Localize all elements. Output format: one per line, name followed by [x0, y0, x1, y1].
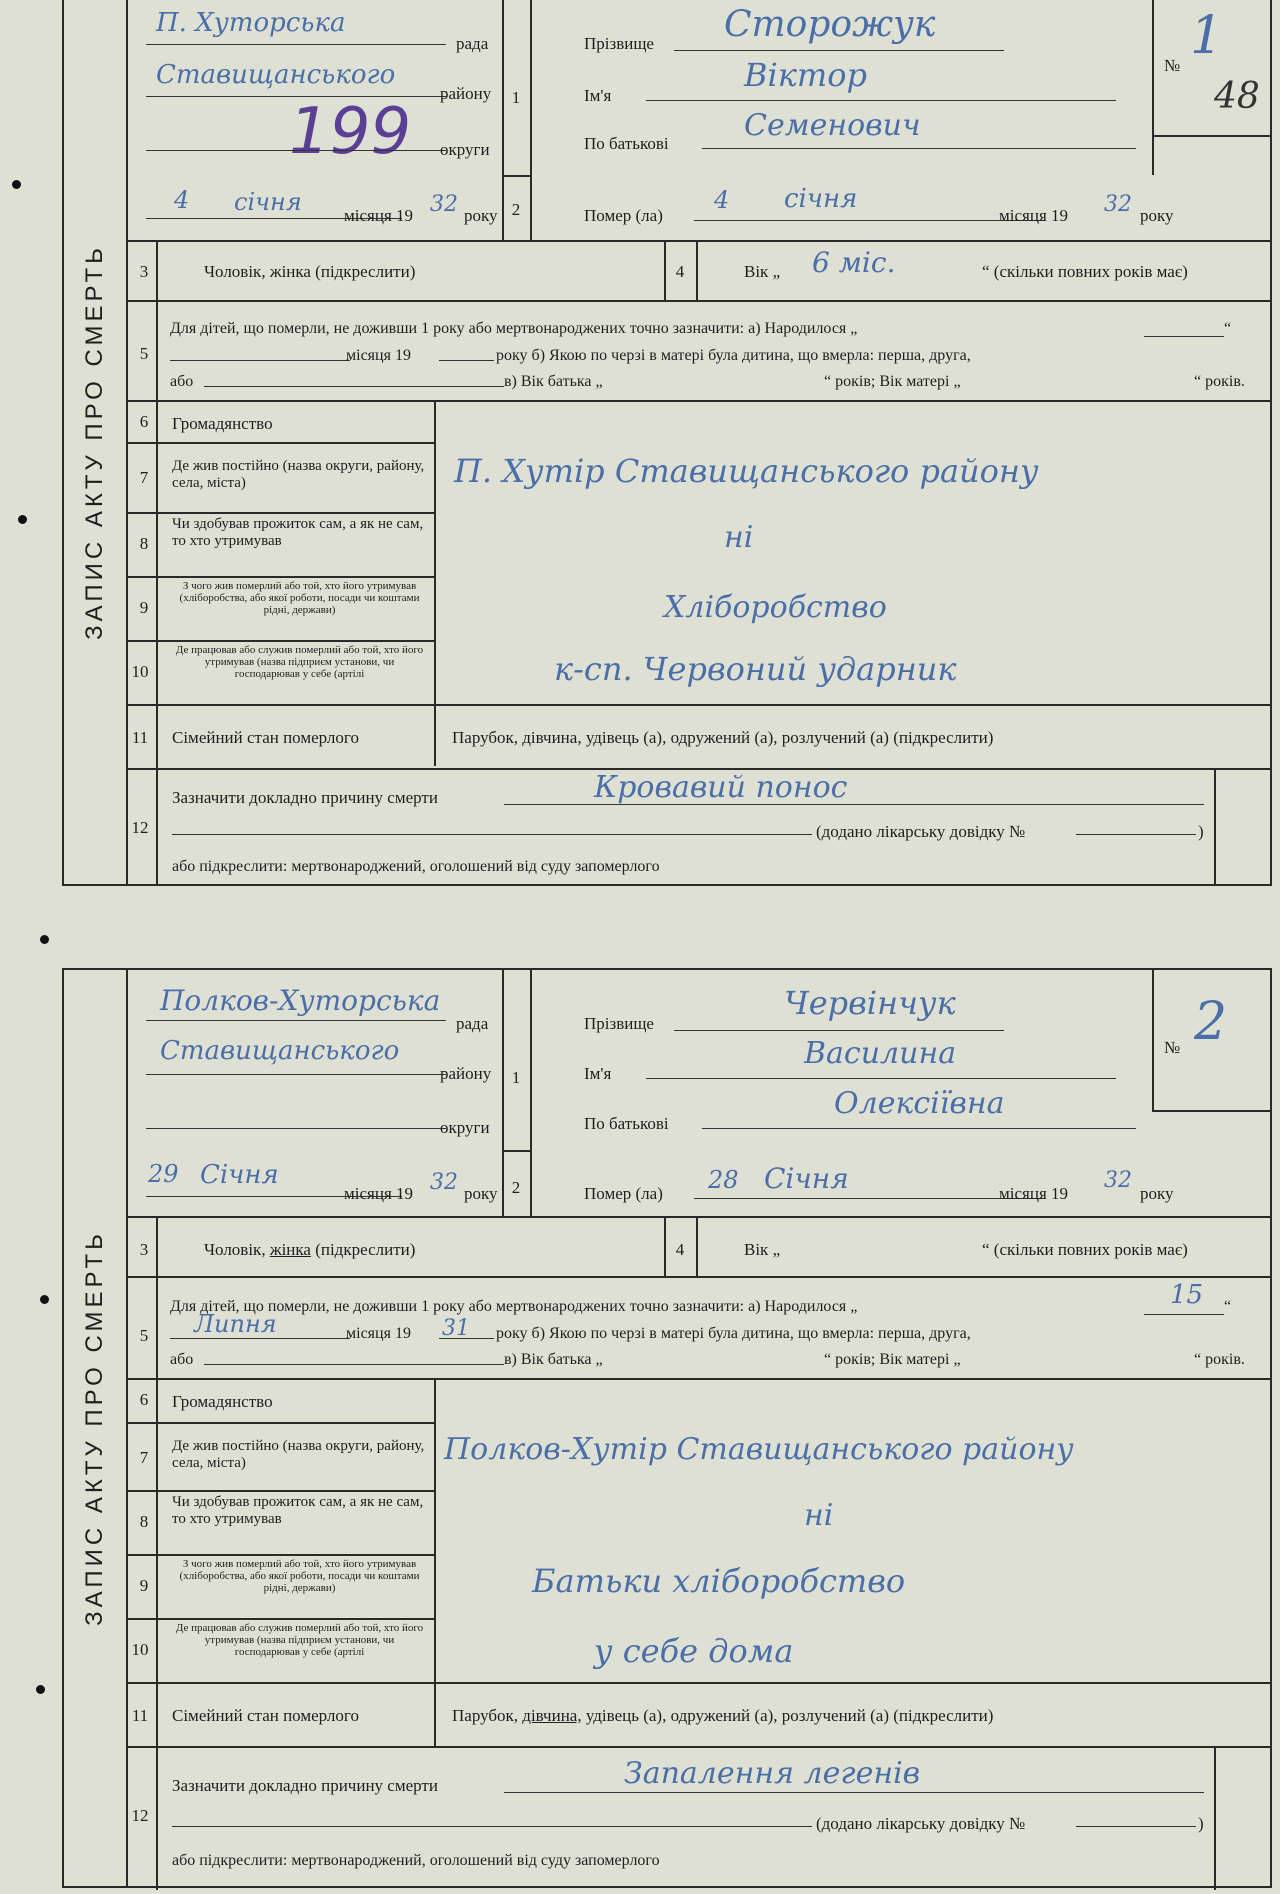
- work-label: Де працював або служив померлий або той, хто його утримував (назва підприєм установи, чи господарював у себе (артілі: [175, 1622, 424, 1658]
- children-line-3c: “ років; Вік матері „: [824, 373, 961, 390]
- name-label: Ім'я: [584, 1064, 612, 1083]
- sex-label: Чоловік, жінка (підкреслити): [204, 1240, 416, 1259]
- record-date-roku: року: [464, 206, 498, 225]
- children-line-1: Для дітей, що померли, не доживши 1 року або мертвонароджених точно зазначити: а) Народилося „: [170, 320, 858, 337]
- record-number: 2: [1194, 992, 1228, 1052]
- cause-value: Запалення легенів: [624, 1756, 921, 1791]
- death-date-label: Помер (ла): [584, 1184, 663, 1203]
- row-number-4: 4: [675, 262, 685, 281]
- punch-hole: [36, 1685, 45, 1694]
- support-value: ні: [724, 520, 754, 555]
- rada-value: Полков-Хуторська: [160, 984, 441, 1017]
- death-date-roku: року: [1140, 206, 1174, 225]
- children-line-2a: місяця 19: [346, 1325, 411, 1342]
- patronymic-label: По батькові: [584, 1114, 669, 1133]
- record-number: 1: [1190, 6, 1224, 66]
- age-value: 6 міс.: [812, 246, 896, 279]
- row-number-6: 6: [139, 1390, 149, 1409]
- row-number-7: 7: [139, 468, 149, 487]
- record-date-label: місяця 19: [344, 1184, 414, 1203]
- residence-value: П. Хутір Ставищанського району: [454, 452, 1039, 490]
- row-number-11: 11: [131, 1706, 149, 1725]
- work-label: Де працював або служив померлий або той, хто його утримував (назва підприєм установи, чи господарював у себе (артілі: [175, 644, 424, 680]
- work-value: к-сп. Червоний ударник: [554, 650, 957, 688]
- row-number-5: 5: [139, 344, 149, 363]
- row-number-4: 4: [675, 1240, 685, 1259]
- record-date-day: 4: [174, 186, 190, 214]
- death-month: січня: [784, 184, 858, 214]
- citizenship-label: Громадянство: [172, 414, 273, 433]
- punch-hole: [18, 515, 27, 524]
- marital-label: Сімейний стан померлого: [172, 1706, 359, 1725]
- name-value: Віктор: [744, 56, 867, 94]
- row-number-5: 5: [139, 1326, 149, 1345]
- name-value: Василина: [804, 1036, 957, 1071]
- stillborn-label: або підкреслити: мертвонароджений, оголошений від суду запомерлого: [172, 1852, 660, 1869]
- number-label: №: [1164, 56, 1181, 75]
- surname-value: Сторожук: [724, 4, 936, 45]
- record-date-day: 29: [148, 1160, 179, 1188]
- number-label: №: [1164, 1038, 1181, 1057]
- record-date-year: 32: [430, 192, 458, 217]
- patronymic-value: Олексіївна: [834, 1086, 1005, 1121]
- children-line-3d: “ років.: [1194, 373, 1245, 390]
- punch-hole: [40, 1295, 49, 1304]
- row-number-3: 3: [139, 1240, 149, 1259]
- age-tail: “ (скільки повних років має): [982, 262, 1188, 281]
- age-tail: “ (скільки повних років має): [982, 1240, 1188, 1259]
- raion-label: району: [440, 84, 492, 103]
- stillborn-label: або підкреслити: мертвонароджений, оголошений від суду запомерлого: [172, 858, 660, 875]
- born-month: Липня: [194, 1310, 277, 1338]
- children-line-3a: або: [170, 373, 194, 390]
- raion-label: району: [440, 1064, 492, 1083]
- record-date-roku: року: [464, 1184, 498, 1203]
- death-day: 4: [714, 186, 730, 214]
- record-date-month: Січня: [200, 1160, 279, 1190]
- children-line-2b: року б) Якою по черзі в матері була дитина, що вмерла: перша, друга,: [496, 347, 971, 364]
- row-number-12: 12: [131, 1806, 149, 1825]
- record-date-label: місяця 19: [344, 206, 414, 225]
- children-line-3c: “ років; Вік матері „: [824, 1351, 961, 1368]
- marital-label: Сімейний стан померлого: [172, 728, 359, 747]
- residence-label: Де жив постійно (назва округи, району, села, міста): [172, 1438, 425, 1471]
- children-line-3b: в) Вік батька „: [504, 1351, 603, 1368]
- rada-label: рада: [456, 1014, 489, 1033]
- sex-female-underlined: жінка: [269, 1240, 311, 1259]
- cause-label: Зазначити докладно причину смерти: [172, 788, 438, 807]
- born-year: 31: [442, 1316, 470, 1341]
- residence-label: Де жив постійно (назва округи, району, села, міста): [172, 458, 425, 491]
- certificate-label: (додано лікарську довідку №: [816, 1814, 1026, 1833]
- age-label: Вік „: [744, 262, 781, 281]
- death-year: 32: [1104, 1168, 1132, 1193]
- row-number-3: 3: [139, 262, 149, 281]
- sex-label: Чоловік, жінка (підкреслити): [204, 262, 416, 281]
- patronymic-label: По батькові: [584, 134, 669, 153]
- children-line-3b: в) Вік батька „: [504, 373, 603, 390]
- support-label: Чи здобував прожиток сам, а як не сам, то хто утримував: [172, 1494, 424, 1527]
- punch-hole: [40, 935, 49, 944]
- marital-divchyna-underlined: дівчина,: [522, 1706, 582, 1725]
- row-number-9: 9: [139, 1576, 149, 1595]
- death-record-card-1: ЗАПИС АКТУ ПРО СМЕРТЬ П. Хуторська рада Ставищанського району 199 округи 4 січня місяця 19 32 року 1 2 Прізвище Сторожук Ім'я Віктор По батькові Семенович № 1 48 Помер (ла) 4 січня місяця 19 32 року 3 Чоловік, жінка (підкреслити) 4 Вік „ 6 міс. “ (скільки повних років має) 5 Для дітей, що померли, не доживши 1 року або мертвонароджених точно зазначити: а) Народилося „ “ місяця 19 року б) Якою по черзі в матері була дитина, що вмерла: перша, друга, або в) Вік батька „ “ років; Вік матері „ “ років. 6 Громадянство 7 Де жив постійно (назва округи, району, села, міста) П. Хутір Ставищанського району 8 Чи здобував прожиток сам, а як не сам, то хто утримував ні 9 З чого жив померлий або той, хто його утримував (хліборобства, або якої роботи, посади чи коштами рідні, держави) Хліборобство 10 Де працював або служив померлий або той, хто його утримував (назва підприєм установи, чи господарював у себе (артілі к-сп. Червоний ударник 11 Сімейний стан померлого Парубок, дівчина, удівець (а), одружений (а), розлучений (а) (підкреслити) 12 Зазначити докладно причину смерти Кровавий понос (додано лікарську довідку № ) або підкреслити: мертвонароджений, оголошений від суду запомерлого: [62, 0, 1272, 886]
- row-number-1: 1: [511, 1068, 521, 1087]
- raion-value: Ставищанського: [156, 60, 396, 90]
- row-number-9: 9: [139, 598, 149, 617]
- born-day: 15: [1170, 1280, 1204, 1310]
- surname-label: Прізвище: [584, 34, 654, 53]
- support-value: ні: [804, 1498, 834, 1533]
- side-title-cell: [64, 0, 128, 884]
- side-title-cell: [64, 970, 128, 1886]
- residence-value: Полков-Хутір Ставищанського району: [444, 1432, 1074, 1467]
- patronymic-value: Семенович: [744, 108, 921, 143]
- death-year: 32: [1104, 192, 1132, 217]
- children-line-1: Для дітей, що померли, не доживши 1 року або мертвонароджених точно зазначити: а) Народилося „: [170, 1298, 858, 1315]
- row-number-8: 8: [139, 534, 149, 553]
- okrugy-label: округи: [440, 1118, 490, 1137]
- row-number-6: 6: [139, 412, 149, 431]
- record-number-secondary: 48: [1214, 76, 1260, 117]
- row-number-8: 8: [139, 1512, 149, 1531]
- death-record-card-2: ЗАПИС АКТУ ПРО СМЕРТЬ Полков-Хуторська рада Ставищанського району округи 29 Січня місяця 19 32 року 1 2 Прізвище Червінчук Ім'я Василина По батькові Олексіївна № 2 Помер (ла) 28 Січня місяця 19 32 року 3 Чоловік, жінка (підкреслити) 4 Вік „ “ (скільки повних років має) 5 Для дітей, що померли, не доживши 1 року або мертвонароджених точно зазначити: а) Народилося „ 15 “ Липня місяця 19 31 року б) Якою по черзі в матері була дитина, що вмерла: перша, друга, або в) Вік батька „ “ років; Вік матері „ “ років. 6 Громадянство 7 Де жив постійно (назва округи, району, села, міста) Полков-Хутір Ставищанського району 8 Чи здобував прожиток сам, а як не сам, то хто утримував ні 9 З чого жив померлий або той, хто його утримував (хліборобства, або якої роботи, посади чи коштами рідні, держави) Батьки хліборобство 10 Де працював або служив померлий або той, хто його утримував (назва підприєм установи, чи господарював у себе (артілі у себе дома 11 Сімейний стан померлого Парубок, дівчина, удівець (а), одружений (а), розлучений (а) (підкреслити) 12 Зазначити докладно причину смерти Запалення легенів (додано лікарську довідку № ) або підкреслити: мертвонароджений, оголошений від суду запомерлого: [62, 968, 1272, 1888]
- row-number-10: 10: [131, 1640, 149, 1659]
- rada-value: П. Хуторська: [156, 8, 346, 38]
- record-date-year: 32: [430, 1170, 458, 1195]
- death-date-roku: року: [1140, 1184, 1174, 1203]
- cause-value: Кровавий понос: [594, 770, 848, 805]
- livelihood-value: Батьки хліборобство: [532, 1562, 906, 1600]
- okrugy-label: округи: [440, 140, 490, 159]
- children-line-2b: року б) Якою по черзі в матері була дитина, що вмерла: перша, друга,: [496, 1325, 971, 1342]
- death-date-label: Помер (ла): [584, 206, 663, 225]
- row-number-10: 10: [131, 662, 149, 681]
- support-label: Чи здобував прожиток сам, а як не сам, то хто утримував: [172, 516, 424, 549]
- certificate-label: (додано лікарську довідку №: [816, 822, 1026, 841]
- children-line-2a: місяця 19: [346, 347, 411, 364]
- row-number-2: 2: [511, 200, 521, 219]
- children-line-3d: “ років.: [1194, 1351, 1245, 1368]
- cause-label: Зазначити докладно причину смерти: [172, 1776, 438, 1795]
- work-value: у себе дома: [594, 1632, 794, 1670]
- livelihood-label: З чого жив померлий або той, хто його утримував (хліборобства, або якої роботи, посади чи коштами рідні, держави): [179, 580, 420, 616]
- livelihood-value: Хліборобство: [664, 590, 887, 625]
- name-label: Ім'я: [584, 86, 612, 105]
- death-date-misiatsia: місяця 19: [999, 1184, 1069, 1203]
- row-number-7: 7: [139, 1448, 149, 1467]
- livelihood-label: З чого жив померлий або той, хто його утримував (хліборобства, або якої роботи, посади чи коштами рідні, держави): [179, 1558, 420, 1594]
- side-title: ЗАПИС АКТУ ПРО СМЕРТЬ: [81, 244, 108, 640]
- death-month: Січня: [764, 1162, 849, 1195]
- death-day: 28: [708, 1166, 739, 1194]
- citizenship-label: Громадянство: [172, 1392, 273, 1411]
- side-title: ЗАПИС АКТУ ПРО СМЕРТЬ: [81, 1230, 108, 1626]
- row-number-1: 1: [511, 88, 521, 107]
- row-number-12: 12: [131, 818, 149, 837]
- punch-hole: [12, 180, 21, 189]
- children-line-3a: або: [170, 1351, 194, 1368]
- archive-stamp-number: 199: [289, 95, 412, 169]
- row-number-2: 2: [511, 1178, 521, 1197]
- surname-label: Прізвище: [584, 1014, 654, 1033]
- marital-options: Парубок, дівчина, удівець (а), одружений (а), розлучений (а) (підкреслити): [452, 728, 994, 747]
- death-date-misiatsia: місяця 19: [999, 206, 1069, 225]
- surname-value: Червінчук: [784, 984, 956, 1022]
- row-number-11: 11: [131, 728, 149, 747]
- age-label: Вік „: [744, 1240, 781, 1259]
- record-date-month: січня: [234, 188, 302, 216]
- raion-value: Ставищанського: [160, 1036, 400, 1066]
- rada-label: рада: [456, 34, 489, 53]
- marital-options: Парубок, дівчина, удівець (а), одружений (а), розлучений (а) (підкреслити): [452, 1706, 994, 1725]
